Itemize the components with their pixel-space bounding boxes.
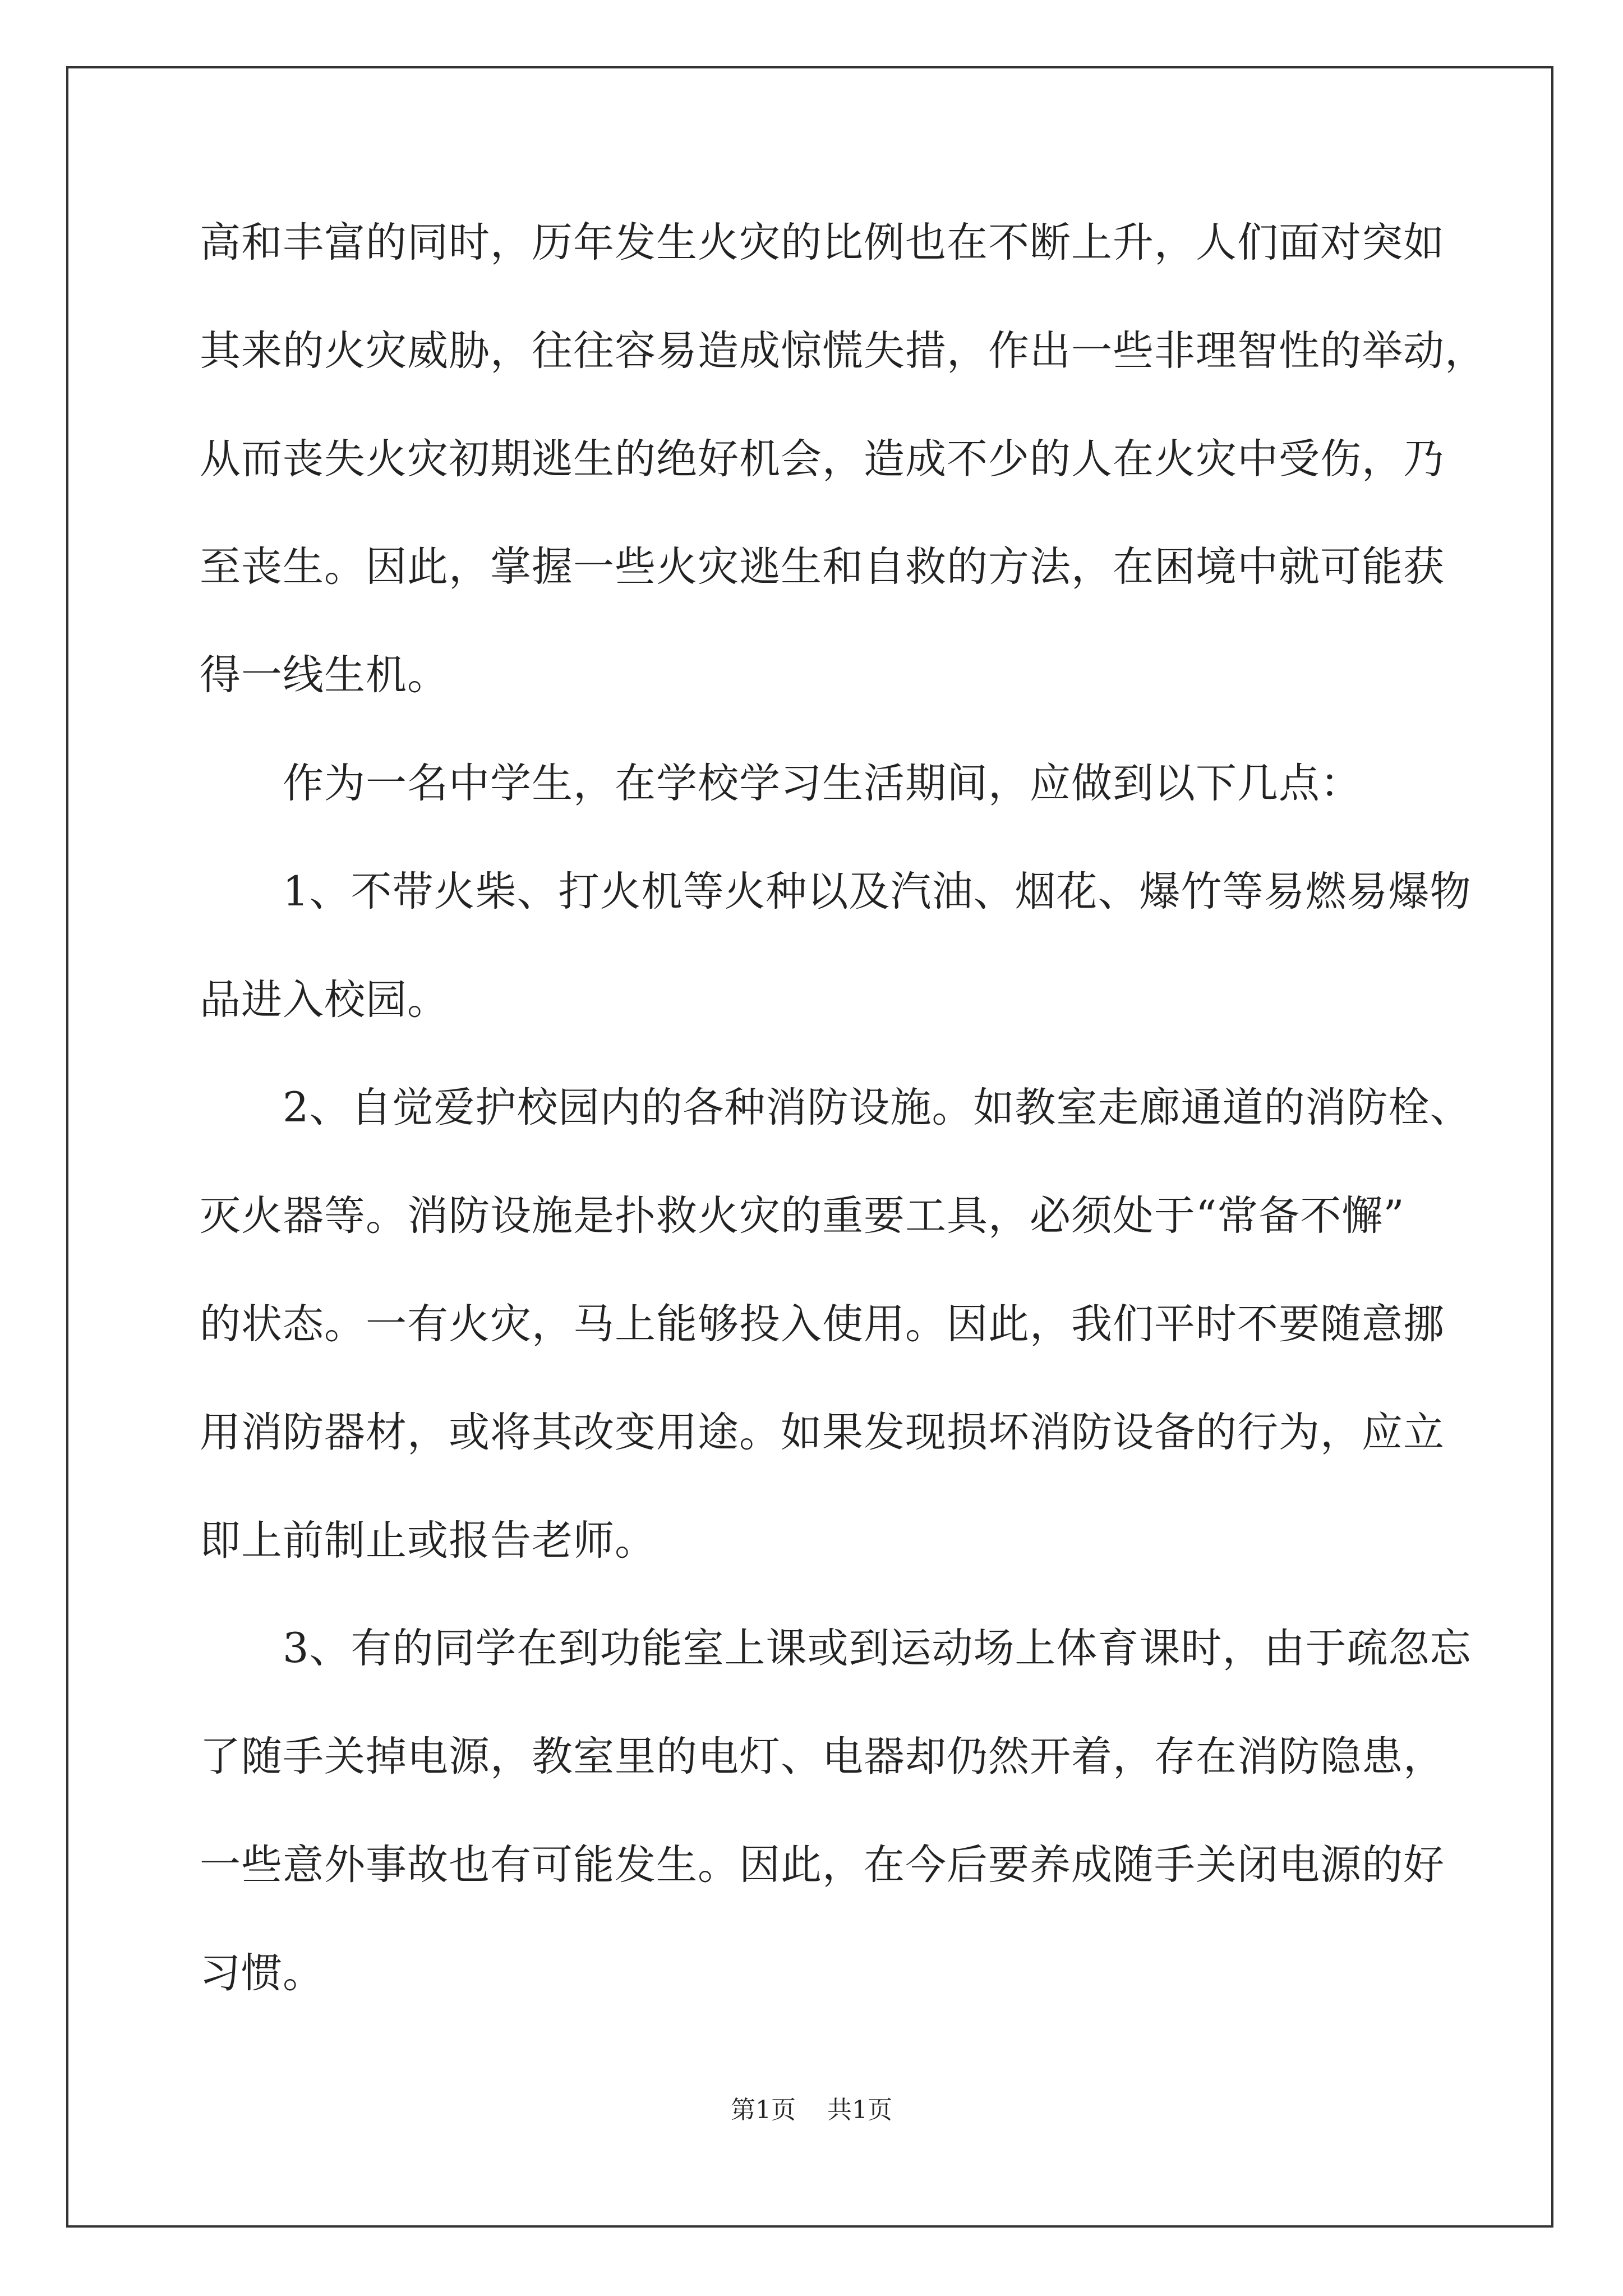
page-number-total: 共1页 — [827, 2096, 892, 2124]
page-border — [66, 66, 1553, 2228]
text-line: 了随手关掉电源，教室里的电灯、电器却仍然开着，存在消防隐患， — [200, 1733, 1445, 1780]
text-line: 一些意外事故也有可能发生。因此，在今后要养成随手关闭电源的好 — [200, 1841, 1445, 1889]
text-line: 灭火器等。消防设施是扑救火灾的重要工具，必须处于“常备不懈” — [200, 1192, 1405, 1240]
text-line: 得一线生机。 — [200, 651, 449, 699]
text-line: 其来的火灾威胁，往往容易造成惊慌失措，作出一些非理智性的举动， — [200, 327, 1486, 375]
text-line: 即上前制止或报告老师。 — [200, 1517, 656, 1565]
text-line: 3、有的同学在到功能室上课或到运动场上体育课时，由于疏忽忘 — [200, 1625, 1472, 1672]
text-line: 作为一名中学生，在学校学习生活期间，应做到以下几点： — [200, 760, 1362, 807]
page-footer — [0, 2095, 1623, 2126]
text-line: 高和丰富的同时，历年发生火灾的比例也在不断上升，人们面对突如 — [200, 219, 1445, 266]
text-line: 从而丧失火灾初期逃生的绝好机会，造成不少的人在火灾中受伤，乃 — [200, 435, 1445, 483]
text-line: 的状态。一有火灾，马上能够投入使用。因此，我们平时不要随意挪 — [200, 1300, 1445, 1348]
text-line: 习惯。 — [200, 1949, 324, 1997]
text-line: 至丧生。因此，掌握一些火灾逃生和自救的方法，在困境中就可能获 — [200, 543, 1445, 591]
text-line: 2、自觉爱护校园内的各种消防设施。如教室走廊通道的消防栓、 — [200, 1084, 1472, 1131]
text-line: 1、不带火柴、打火机等火种以及汽油、烟花、爆竹等易燃易爆物 — [200, 868, 1472, 915]
text-line: 品进入校园。 — [200, 976, 449, 1024]
text-line: 用消防器材，或将其改变用途。如果发现损坏消防设备的行为，应立 — [200, 1409, 1445, 1456]
page-number-current: 第1页 — [731, 2096, 796, 2124]
